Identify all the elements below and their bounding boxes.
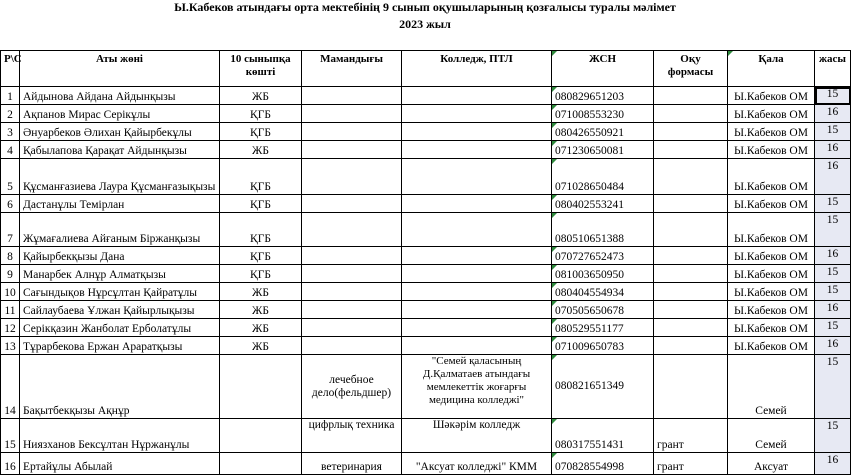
cell-age[interactable]: 16 (815, 337, 851, 355)
cell-college[interactable] (402, 337, 552, 355)
cell-iin[interactable]: 080829651203 (552, 87, 654, 105)
cell-study-form[interactable] (654, 337, 728, 355)
cell-age[interactable]: 15 (815, 319, 851, 337)
cell-name[interactable]: Манарбек Алнұр Алматқызы (20, 265, 220, 283)
cell-city[interactable]: Ы.Кабеков ОМ (728, 337, 815, 355)
table-row (1, 319, 851, 337)
cell-college[interactable] (402, 159, 552, 195)
cell-specialty[interactable] (302, 159, 402, 195)
cell-age[interactable]: 15 (815, 419, 851, 453)
cell-college[interactable] (402, 195, 552, 213)
cell-city[interactable]: Ы.Кабеков ОМ (728, 283, 815, 301)
document-year: 2023 жыл (399, 17, 451, 31)
cell-number[interactable]: 10 (1, 283, 20, 301)
cell-class10[interactable]: ҚГБ (220, 195, 302, 213)
col-header-number[interactable]: Р\С (1, 51, 20, 87)
cell-number[interactable]: 8 (1, 247, 20, 265)
cell-iin[interactable]: 071028650484 (552, 159, 654, 195)
cell-study-form[interactable] (654, 319, 728, 337)
cell-age[interactable]: 15 (815, 87, 851, 105)
cell-name[interactable]: Серікқазин Жанболат Ерболатұлы (20, 319, 220, 337)
cell-age[interactable]: 15 (815, 283, 851, 301)
cell-city[interactable]: Аксуат (728, 453, 815, 475)
table-body (1, 87, 851, 475)
cell-iin[interactable]: 071230650081 (552, 141, 654, 159)
cell-iin[interactable]: 070727652473 (552, 247, 654, 265)
table-row (1, 195, 851, 213)
cell-age[interactable]: 15 (815, 265, 851, 283)
table-row (1, 247, 851, 265)
cell-college[interactable]: Шәкәрім колледж (402, 419, 552, 453)
cell-study-form[interactable]: грант (654, 419, 728, 453)
cell-class10[interactable]: ҚГБ (220, 105, 302, 123)
cell-iin[interactable]: 080426550921 (552, 123, 654, 141)
cell-study-form[interactable] (654, 265, 728, 283)
cell-number[interactable]: 5 (1, 159, 20, 195)
cell-name[interactable]: Құсманғазиева Лаура Құсманғазықызы (20, 159, 220, 195)
cell-age[interactable]: 16 (815, 141, 851, 159)
col-header-iin[interactable]: ЖСН (552, 51, 654, 87)
cell-number[interactable]: 6 (1, 195, 20, 213)
cell-class10[interactable]: ЖБ (220, 283, 302, 301)
cell-number[interactable]: 7 (1, 213, 20, 247)
cell-city[interactable]: Ы.Кабеков ОМ (728, 87, 815, 105)
cell-iin[interactable]: 080402553241 (552, 195, 654, 213)
cell-name[interactable]: Әнуарбеков Әлихан Қайырбекұлы (20, 123, 220, 141)
cell-study-form[interactable] (654, 123, 728, 141)
cell-city[interactable]: Ы.Кабеков ОМ (728, 141, 815, 159)
cell-name[interactable]: Дастанұлы Темірлан (20, 195, 220, 213)
cell-city[interactable]: Ы.Кабеков ОМ (728, 213, 815, 247)
cell-class10[interactable]: ЖБ (220, 319, 302, 337)
cell-class10[interactable] (220, 453, 302, 475)
cell-name[interactable]: Айдынова Айдана Айдынқызы (20, 87, 220, 105)
cell-city[interactable]: Ы.Кабеков ОМ (728, 195, 815, 213)
cell-iin[interactable]: 070505650678 (552, 301, 654, 319)
col-header-class10[interactable]: 10 сыныпқа көшті (220, 51, 302, 87)
cell-number[interactable]: 2 (1, 105, 20, 123)
cell-study-form[interactable] (654, 195, 728, 213)
cell-class10[interactable]: ҚГБ (220, 123, 302, 141)
cell-college[interactable] (402, 213, 552, 247)
table-row (1, 123, 851, 141)
cell-college[interactable] (402, 247, 552, 265)
cell-age[interactable]: 16 (815, 301, 851, 319)
cell-specialty[interactable] (302, 283, 402, 301)
cell-name[interactable]: Қабылапова Қарақат Айдынқызы (20, 141, 220, 159)
cell-specialty[interactable] (302, 123, 402, 141)
table-row (1, 213, 851, 247)
col-header-age[interactable]: жасы (815, 51, 851, 87)
cell-name[interactable]: Ниязханов Бексұлтан Нұржанұлы (20, 419, 220, 453)
cell-specialty[interactable] (302, 105, 402, 123)
cell-class10[interactable] (220, 419, 302, 453)
cell-iin[interactable]: 071008553230 (552, 105, 654, 123)
cell-number[interactable]: 3 (1, 123, 20, 141)
cell-city[interactable]: Семей (728, 355, 815, 419)
cell-specialty[interactable] (302, 87, 402, 105)
cell-specialty[interactable] (302, 301, 402, 319)
cell-name[interactable]: Тұрарбекова Ержан Араратқызы (20, 337, 220, 355)
table-row (1, 105, 851, 123)
cell-city[interactable]: Ы.Кабеков ОМ (728, 319, 815, 337)
cell-age[interactable]: 16 (815, 453, 851, 475)
cell-study-form[interactable] (654, 159, 728, 195)
cell-number[interactable]: 16 (1, 453, 20, 475)
cell-number[interactable]: 11 (1, 301, 20, 319)
cell-city[interactable]: Ы.Кабеков ОМ (728, 265, 815, 283)
cell-specialty[interactable] (302, 141, 402, 159)
cell-name[interactable]: Сайлаубаева Ұлжан Қайырлықызы (20, 301, 220, 319)
cell-iin[interactable]: 080404554934 (552, 283, 654, 301)
cell-study-form[interactable] (654, 105, 728, 123)
cell-number[interactable]: 4 (1, 141, 20, 159)
cell-specialty[interactable]: лечебное дело(фельдшер) (302, 355, 402, 419)
cell-study-form[interactable] (654, 141, 728, 159)
cell-class10[interactable]: ҚГБ (220, 265, 302, 283)
cell-study-form[interactable] (654, 355, 728, 419)
cell-study-form[interactable] (654, 213, 728, 247)
cell-city[interactable]: Ы.Кабеков ОМ (728, 123, 815, 141)
cell-specialty[interactable]: цифрлық техника (302, 419, 402, 453)
cell-age[interactable]: 15 (815, 195, 851, 213)
cell-iin[interactable]: 081003650950 (552, 265, 654, 283)
cell-study-form[interactable] (654, 301, 728, 319)
cell-specialty[interactable] (302, 247, 402, 265)
cell-age[interactable]: 16 (815, 159, 851, 195)
cell-college[interactable] (402, 319, 552, 337)
cell-class10[interactable]: ҚГБ (220, 247, 302, 265)
cell-number[interactable]: 1 (1, 87, 20, 105)
cell-study-form[interactable] (654, 283, 728, 301)
cell-specialty[interactable] (302, 213, 402, 247)
cell-number[interactable]: 15 (1, 419, 20, 453)
cell-name[interactable]: Қайырбекқызы Дана (20, 247, 220, 265)
cell-college[interactable] (402, 141, 552, 159)
cell-college[interactable]: "Семей қаласының Д.Қалматаев атындағы мемлекеттік жоғарғы медицина колледжі" (402, 355, 552, 419)
cell-city[interactable]: Ы.Кабеков ОМ (728, 247, 815, 265)
cell-name[interactable]: Ертайұлы Абылай (20, 453, 220, 475)
cell-name[interactable]: Бақытбекқызы Ақнұр (20, 355, 220, 419)
col-header-college[interactable]: Колледж, ПТЛ (402, 51, 552, 87)
cell-iin[interactable]: 071009650783 (552, 337, 654, 355)
table-row (1, 337, 851, 355)
cell-iin[interactable]: 080821651349 (552, 355, 654, 419)
cell-college[interactable] (402, 265, 552, 283)
cell-age[interactable]: 15 (815, 123, 851, 141)
table-row (1, 265, 851, 283)
cell-number[interactable]: 13 (1, 337, 20, 355)
table-row (1, 419, 851, 453)
cell-city[interactable]: Ы.Кабеков ОМ (728, 105, 815, 123)
table-row (1, 355, 851, 419)
cell-city[interactable]: Ы.Кабеков ОМ (728, 159, 815, 195)
table-row (1, 301, 851, 319)
cell-number[interactable]: 14 (1, 355, 20, 419)
cell-class10[interactable]: ЖБ (220, 301, 302, 319)
cell-class10[interactable]: ЖБ (220, 87, 302, 105)
cell-name[interactable]: Сағындықов Нұрсұлтан Қайратұлы (20, 283, 220, 301)
cell-specialty[interactable] (302, 319, 402, 337)
cell-city[interactable]: Семей (728, 419, 815, 453)
cell-study-form[interactable]: грант (654, 453, 728, 475)
col-header-city[interactable]: Қала (728, 51, 815, 87)
cell-number[interactable]: 9 (1, 265, 20, 283)
cell-class10[interactable] (220, 355, 302, 419)
cell-class10[interactable]: ЖБ (220, 337, 302, 355)
col-header-name[interactable]: Аты жөні (20, 51, 220, 87)
cell-name[interactable]: Жұмағалиева Айғаным Біржанқызы (20, 213, 220, 247)
cell-college[interactable] (402, 105, 552, 123)
table-row (1, 159, 851, 195)
cell-age[interactable]: 16 (815, 247, 851, 265)
cell-study-form[interactable] (654, 247, 728, 265)
cell-specialty[interactable] (302, 265, 402, 283)
students-table (0, 50, 851, 475)
cell-college[interactable] (402, 123, 552, 141)
table-row (1, 141, 851, 159)
cell-iin[interactable]: 070828554998 (552, 453, 654, 475)
cell-age[interactable]: 15 (815, 355, 851, 419)
cell-city[interactable]: Ы.Кабеков ОМ (728, 301, 815, 319)
cell-iin[interactable]: 080529551177 (552, 319, 654, 337)
cell-class10[interactable]: ҚГБ (220, 213, 302, 247)
col-header-study-form[interactable]: Оқу формасы (654, 51, 728, 87)
cell-specialty[interactable] (302, 337, 402, 355)
document-title: Ы.Кабеков атындағы орта мектебінің 9 сынып оқушыларының қозғалысы туралы мәлімет (174, 0, 676, 14)
cell-specialty[interactable]: ветеринария (302, 453, 402, 475)
cell-study-form[interactable] (654, 87, 728, 105)
cell-college[interactable] (402, 87, 552, 105)
cell-age[interactable]: 16 (815, 105, 851, 123)
cell-college[interactable] (402, 301, 552, 319)
cell-specialty[interactable] (302, 195, 402, 213)
cell-college[interactable]: "Аксуат колледжі" КММ (402, 453, 552, 475)
cell-age[interactable]: 15 (815, 213, 851, 247)
header-row (1, 51, 851, 87)
cell-class10[interactable]: ҚГБ (220, 159, 302, 195)
table-row (1, 453, 851, 475)
col-header-specialty[interactable]: Мамандығы (302, 51, 402, 87)
table-row (1, 87, 851, 105)
cell-number[interactable]: 12 (1, 319, 20, 337)
cell-college[interactable] (402, 283, 552, 301)
cell-name[interactable]: Ақпанов Мирас Серікұлы (20, 105, 220, 123)
cell-iin[interactable]: 080510651388 (552, 213, 654, 247)
cell-iin[interactable]: 080317551431 (552, 419, 654, 453)
table-row (1, 283, 851, 301)
cell-class10[interactable]: ЖБ (220, 141, 302, 159)
